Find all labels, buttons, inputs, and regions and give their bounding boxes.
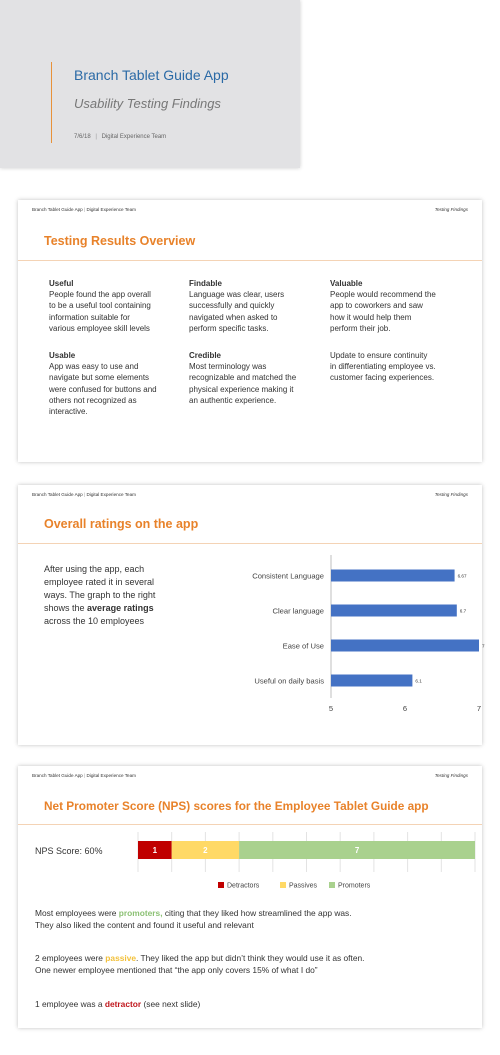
legend-swatch [218,882,224,888]
nps-slide [18,766,482,1028]
useful-block: Useful People found the app overall to be a useful tool containing information suitable for various employee skill levels [49,279,151,333]
presentation-subtitle: Usability Testing Findings [74,96,221,111]
header-app: Branch Tablet Guide App [32,207,83,212]
data-label: 6.1 [415,678,422,684]
update-note: Update to ensure continuity in differentiating employee vs. customer facing experiences. [330,351,436,383]
credible-heading: Credible [189,351,222,360]
nps-segment-label: 7 [354,846,360,855]
title-meta: 7/6/18 | Digital Experience Team [74,134,167,140]
slide-title: Testing Results Overview [44,234,196,248]
header-section: Testing Findings [434,207,468,212]
findable-heading: Findable [189,279,222,288]
legend-passives: Passives [280,882,317,890]
header-section: Testing Findings [434,492,468,497]
presentation-team: Digital Experience Team [101,134,167,140]
detractor-paragraph: 1 employee was a detractor (see next slide) [35,999,201,1009]
header-team: Digital Experience Team [86,773,136,778]
ratings-intro: After using the app, each employee rated it in several ways. The graph to the right shows the average ratings across the 10 employees [44,564,156,626]
legend-promoters: Promoters [329,882,370,890]
slide-title: Net Promoter Score (NPS) scores for the Employee Tablet Guide app [44,799,429,813]
ratings-slide [18,485,485,745]
passives-paragraph: 2 employees were passive. They liked the app but didn’t think they would use it as often. One newer employee mentioned that “the app only covers 15% of what I do” [35,953,365,976]
title-rule [18,824,482,825]
accent-divider [51,62,52,143]
useful-heading: Useful [49,279,74,288]
findable-block: Findable Language was clear, users successfully and quickly navigated when asked to perform specific tasks. [189,279,285,333]
title-rule [18,543,482,544]
tick-label: 7 [476,704,482,713]
valuable-heading: Valuable [330,279,363,288]
usable-block: Usable App was easy to use and navigate but some elements were confused for buttons and others not recognized as interactive. [49,351,157,417]
bar [331,605,457,617]
detractor-highlight: detractor [104,999,142,1009]
intro-emphasis: average ratings [87,603,154,613]
ratings-bar-chart [188,555,485,715]
promoters-highlight: promoters, [118,908,163,918]
data-label: 7 [482,643,485,649]
category-label: Clear language [272,606,324,616]
header-app: Branch Tablet Guide App [32,492,83,497]
credible-block: Credible Most terminology was recognizable and matched the physical experience making it an authentic experience. [189,351,297,405]
legend-swatch [280,882,286,888]
bar [331,640,479,652]
slide-header: Branch Tablet Guide App | Digital Experience Team Testing Findings [32,492,468,497]
header-team: Digital Experience Team [86,492,136,497]
presentation-date: 7/6/18 [74,134,91,140]
legend-detractors: Detractors [218,882,259,890]
data-label: 6.67 [457,573,467,579]
data-label: 6.7 [459,608,467,614]
tick-label: 6 [402,704,408,713]
category-label: Consistent Language [252,571,324,581]
slide-header: Branch Tablet Guide App | Digital Experience Team Testing Findings [32,207,468,212]
usable-heading: Usable [49,351,76,360]
bar [331,675,412,687]
nps-segment-label: 1 [152,846,158,855]
nps-score-label: NPS Score: 60% [35,846,103,856]
promoters-paragraph: Most employees were promoters, citing that they liked how streamlined the app was. They also liked the content and found it useful and relevant [35,908,352,931]
passive-highlight: passive [105,953,137,963]
header-section: Testing Findings [434,773,468,778]
category-label: Ease of Use [282,641,324,651]
slide-title: Overall ratings on the app [44,517,199,531]
header-app: Branch Tablet Guide App [32,773,83,778]
title-rule [18,260,482,261]
slide-header: Branch Tablet Guide App | Digital Experience Team Testing Findings [32,773,468,778]
presentation-title: Branch Tablet Guide App [74,67,229,83]
bar [331,570,455,582]
valuable-block: Valuable People would recommend the app to coworkers and saw how it would help them perform their job. [330,279,436,333]
legend-swatch [329,882,335,888]
category-label: Useful on daily basis [254,676,324,686]
overview-slide [18,200,482,462]
tick-label: 5 [328,704,334,713]
nps-stacked-bar [118,832,480,872]
nps-segment-label: 2 [203,846,208,855]
header-team: Digital Experience Team [86,207,136,212]
title-slide [0,0,300,168]
